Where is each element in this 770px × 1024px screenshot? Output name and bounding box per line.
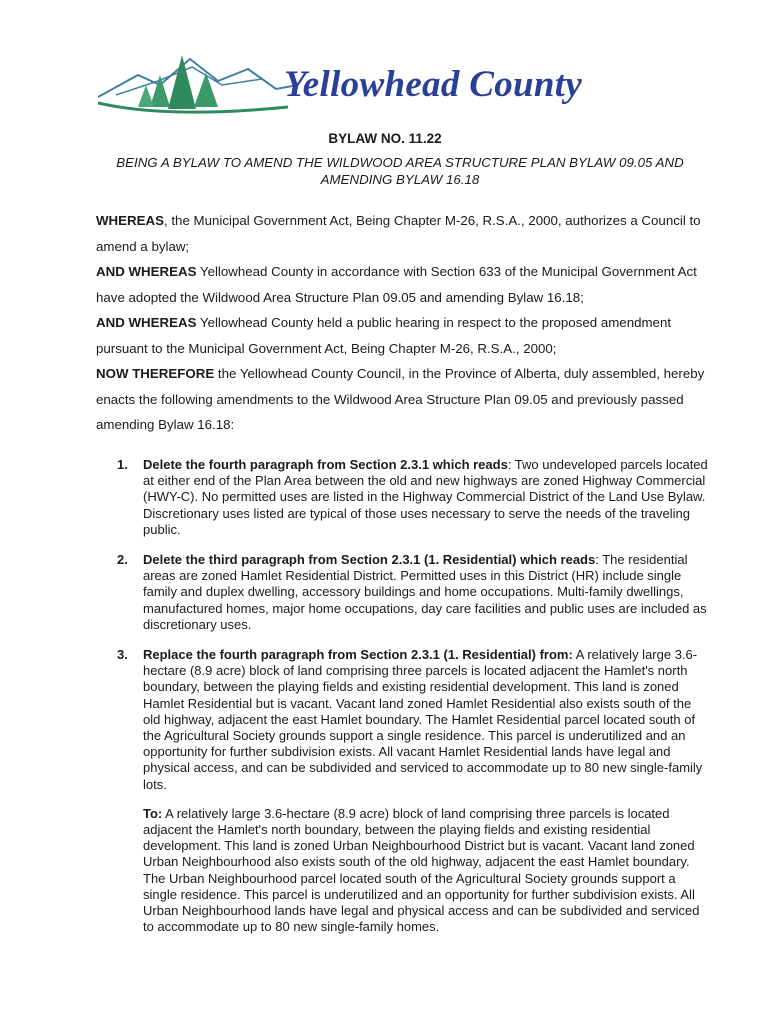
recital-text: , the Municipal Government Act, Being Chapter M-26, R.S.A., 2000, authorizes a Council to amend a bylaw;: [96, 213, 701, 254]
item-label: Delete the fourth paragraph from Section 2.3.1 which reads: [143, 457, 508, 472]
bylaw-number: BYLAW NO. 11.22: [328, 131, 442, 146]
recital-text: the Yellowhead County Council, in the Province of Alberta, duly assembled, hereby enacts the following amendments to the Wildwood Area Structure Plan 09.05 and previously passed amending Bylaw 16.18:: [96, 366, 705, 432]
item-number: 1.: [117, 457, 128, 472]
recital-lead: WHEREAS: [96, 213, 164, 228]
bylaw-subtitle: BEING A BYLAW TO AMEND THE WILDWOOD AREA STRUCTURE PLAN BYLAW 09.05 AND AMENDING BYLAW 16.18: [116, 155, 684, 187]
amendment-item: [117, 552, 709, 633]
replacement-paragraph: [143, 806, 709, 936]
recital: [96, 310, 708, 361]
amendment-item: [117, 647, 709, 935]
item-number: 2.: [117, 552, 128, 568]
logo-wordmark: Yellowhead County: [284, 64, 583, 105]
recital: [96, 259, 708, 310]
county-logo: [98, 45, 658, 125]
item-label: Replace the fourth paragraph from Section 2.3.1 (1. Residential) from:: [143, 647, 573, 663]
amendment-item: [117, 457, 709, 538]
item-label: Delete the third paragraph from Section 2.3.1 (1. Residential) which reads: [143, 552, 596, 568]
item-text: A relatively large 3.6-hectare (8.9 acre) block of land comprising three parcels is located adjacent the Hamlet's north boundary, between the playing fields and existing residential development. This land is zoned Hamlet Residential but is vacant. Vacant land zoned Hamlet Residential also exists south of the old highway, adjacent the east Hamlet boundary. The Hamlet Residential parcel located south of the Agricultural Society grounds support a single residence. This parcel is underutilized and an opportunity for further subdivision exists. All vacant Hamlet Residential lands have legal and physical access, and can be subdivided and serviced to accommodate up to 80 new single-family lots.: [143, 647, 703, 792]
to-label: To:: [143, 805, 163, 821]
tree-small: [138, 85, 154, 107]
mountains-trees-icon: [98, 45, 298, 125]
recital-text: Yellowhead County held a public hearing in respect to the proposed amendment pursuant to the Municipal Government Act, Being Chapter M-26, R.S.A., 2000;: [96, 315, 672, 356]
item-number: 3.: [117, 647, 128, 663]
amendment-list: [117, 457, 709, 949]
to-text: A relatively large 3.6-hectare (8.9 acre) block of land comprising three parcels is located adjacent the Hamlet's north boundary, between the playing fields and existing residential development. This land is zoned Urban Neighbourhood District but is vacant. Vacant land zoned Urban Neighbourhood also exists south of the old highway, adjacent the east Hamlet boundary. The Urban Neighbourhood parcel located south of the Agricultural Society grounds support a single residence. This parcel is underutilized and an opportunity for further subdivision exists. All Urban Neighbourhood lands have legal and physical access and can be subdivided and serviced to accommodate up to 80 new single-family homes.: [143, 805, 700, 935]
item-text: : Two undeveloped parcels located at either end of the Plan Area between the old and new highways are zoned Highway Commercial (HWY-C). No permitted uses are listed in the Highway Commercial District of the Land Use Bylaw. Discretionary uses listed are typical of those uses necessary to serve the needs of the traveling public.: [143, 457, 708, 537]
tree-center: [168, 55, 196, 109]
recitals: [96, 208, 708, 438]
recital-lead: NOW THEREFORE: [96, 366, 215, 381]
recital-text: Yellowhead County in accordance with Section 633 of the Municipal Government Act have adopted the Wildwood Area Structure Plan 09.05 and amending Bylaw 16.18;: [96, 264, 697, 305]
recital: [96, 208, 708, 259]
recital-lead: AND WHEREAS: [96, 264, 197, 279]
item-text: : The residential areas are zoned Hamlet Residential District. Permitted uses in this District (HR) include single family and duplex dwelling, accessory buildings and home occupations. Multi-family dwellings, manufactured homes, major home occupations, day care facilities and public uses are included as discretionary uses.: [143, 552, 707, 632]
recital-lead: AND WHEREAS: [96, 315, 197, 330]
recital: [96, 361, 708, 438]
